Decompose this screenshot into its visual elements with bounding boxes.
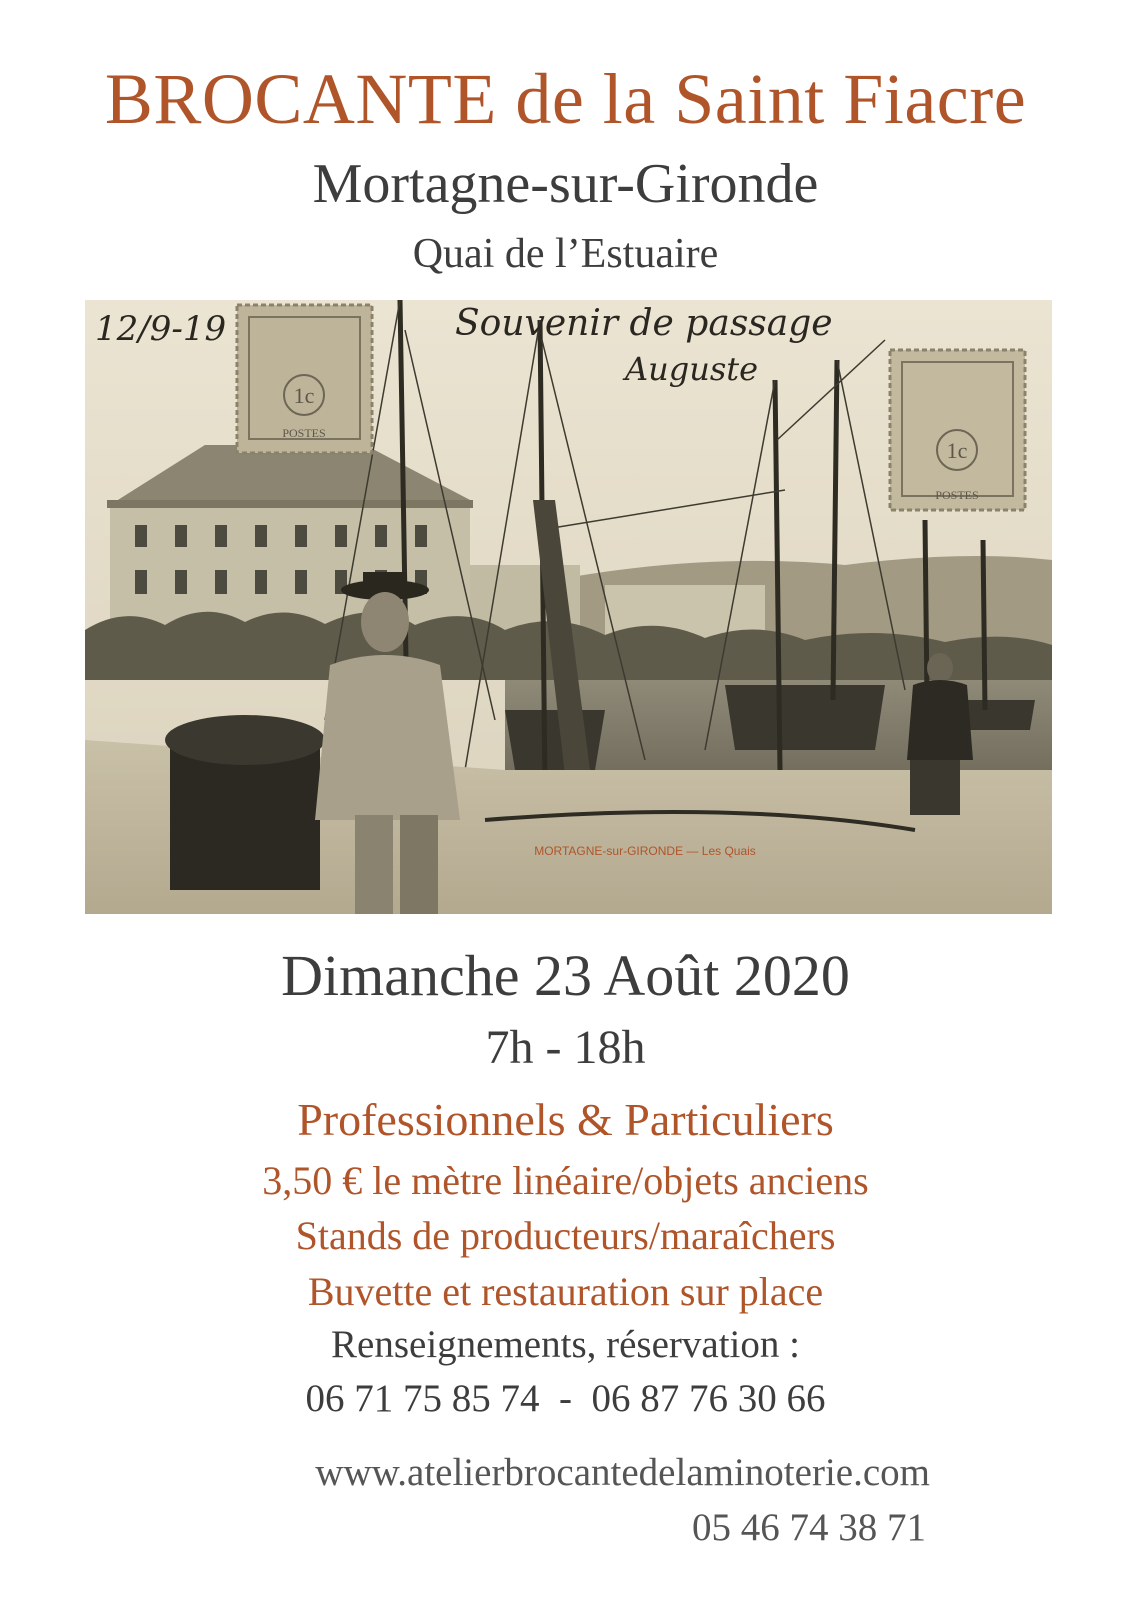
vintage-postcard-photo [85, 300, 1052, 914]
audience-line: Professionnels & Particuliers [297, 1094, 834, 1145]
handwritten-date: 12/9-19 [95, 309, 227, 349]
stamp-label: POSTES [935, 488, 979, 502]
event-hours: 7h - 18h [485, 1021, 646, 1074]
landline-number: 05 46 74 38 71 [692, 1506, 926, 1549]
town-name: Mortagne-sur-Gironde [312, 153, 819, 215]
website-link[interactable]: www.atelierbrocantedelaminoterie.com [315, 1451, 930, 1494]
stands-line: Stands de producteurs/maraîchers [295, 1213, 836, 1258]
postage-stamp-right [890, 350, 1025, 510]
buvette-line: Buvette et restauration sur place [307, 1269, 824, 1314]
price-line: 3,50 € le mètre linéaire/objets anciens [262, 1158, 869, 1203]
stamp-value: 1c [293, 383, 315, 408]
venue-place: Quai de l’Estuaire [412, 231, 719, 277]
handwritten-signature: Auguste [625, 350, 759, 388]
stamp-label: POSTES [282, 426, 326, 440]
event-date: Dimanche 23 Août 2020 [281, 943, 850, 1008]
postage-stamp-left [237, 305, 372, 453]
postcard-illustration [85, 300, 1052, 914]
postcard-caption: MORTAGNE-sur-GIRONDE — Les Quais [534, 844, 756, 858]
stamp-value: 1c [946, 438, 968, 463]
info-label: Renseignements, réservation : [331, 1323, 800, 1366]
phone-numbers: 06 71 75 85 74 - 06 87 76 30 66 [305, 1377, 826, 1420]
handwritten-message: Souvenir de passage [455, 303, 833, 344]
poster-title: BROCANTE de la Saint Fiacre [104, 59, 1027, 139]
